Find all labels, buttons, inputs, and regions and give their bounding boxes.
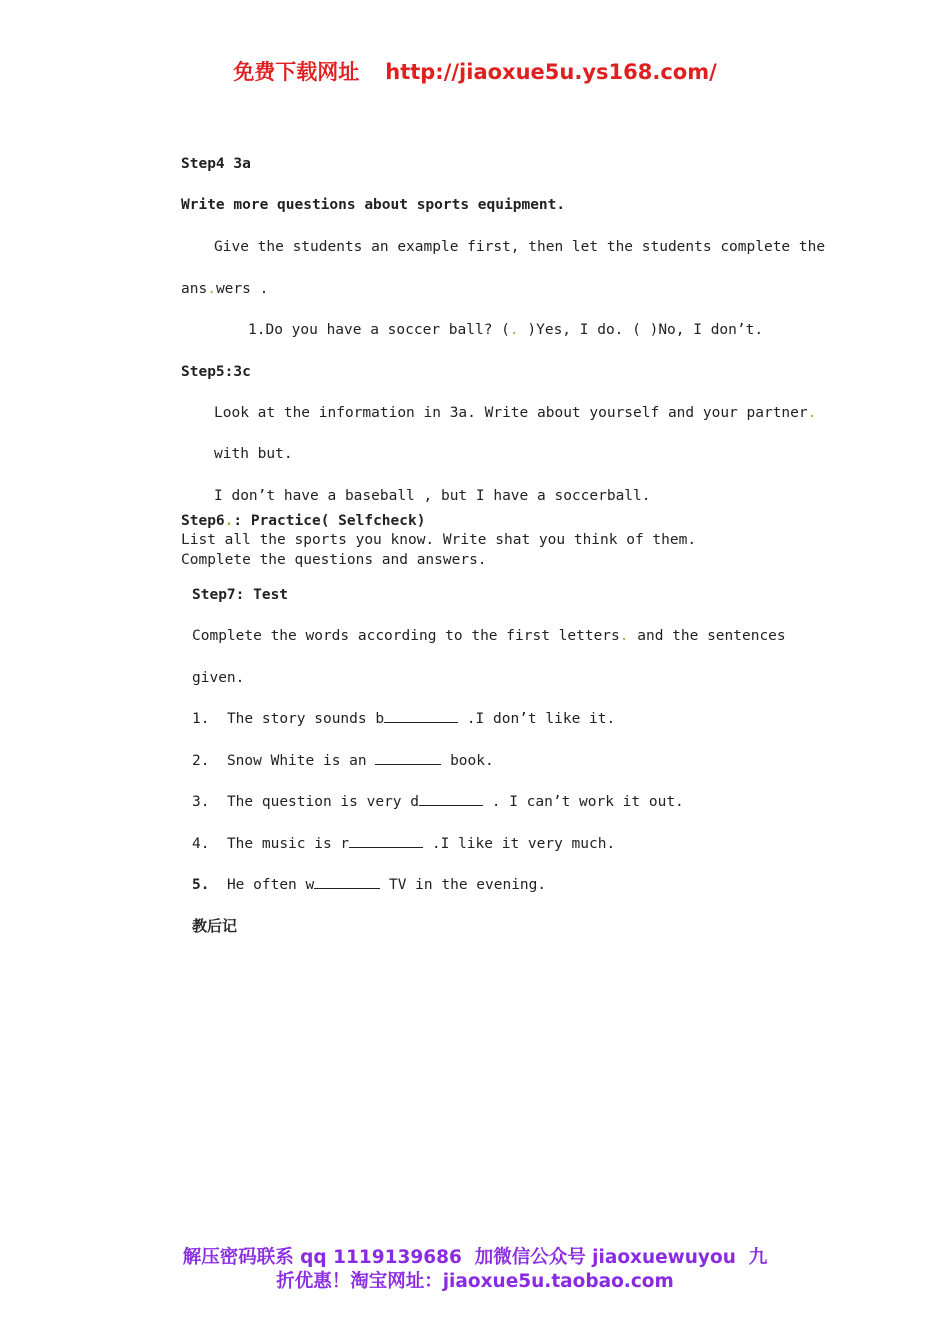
test-item — [192, 710, 615, 728]
step5-line1 — [214, 404, 816, 422]
step4-instruction-part-a: ans — [181, 281, 208, 297]
step7-heading: Step7: Test — [192, 587, 289, 603]
step6-line2: Complete the questions and answers. — [181, 552, 487, 568]
stray-dot-icon: . — [224, 513, 234, 529]
test-item-number: 3. — [192, 794, 210, 810]
step4-heading: Step4 3a — [181, 156, 251, 172]
test-item-text-after: .I like it very much. — [423, 836, 616, 852]
answer-blank[interactable] — [375, 752, 441, 765]
step4-example-part-a: 1.Do you have a soccer ball? ( — [248, 322, 510, 338]
answer-blank[interactable] — [419, 793, 483, 806]
header-url-link[interactable]: http://jiaoxue5u.ys168.com/ — [385, 60, 717, 84]
step6-heading-part-b: : Practice( Selfcheck) — [233, 513, 426, 529]
step4-task: Write more questions about sports equipment. — [181, 197, 566, 213]
step7-instruction-line1 — [192, 627, 786, 645]
test-item-text-after: .I don’t like it. — [458, 711, 616, 727]
stray-dot-icon: . — [619, 628, 629, 644]
step4-instruction-part-b: wers . — [215, 281, 269, 297]
stray-dot-icon: . — [207, 281, 216, 297]
step4-example — [248, 321, 763, 339]
step4-instruction-line1: Give the students an example first, then let the students complete the — [214, 239, 826, 255]
step5-heading: Step5:3c — [181, 364, 251, 380]
test-item-number: 1. — [192, 711, 210, 727]
header-banner — [0, 56, 950, 86]
test-item — [192, 876, 546, 894]
test-item-text-after: TV in the evening. — [380, 877, 547, 893]
test-item-text-after: book. — [441, 753, 494, 769]
step4-instruction-line2 — [181, 280, 268, 298]
test-item-text-after: . I can’t work it out. — [483, 794, 684, 810]
test-item — [192, 793, 684, 811]
step7-instruction-part-a: Complete the words according to the first letters — [192, 628, 620, 644]
stray-dot-icon: . — [509, 322, 528, 338]
answer-blank[interactable] — [314, 876, 380, 889]
footer-line2: 折优惠！淘宝网址：jiaoxue5u.taobao.com — [276, 1271, 674, 1292]
test-item-text-before: The music is r — [226, 836, 350, 852]
test-item-text-before: The story sounds b — [226, 711, 385, 727]
step6-heading-part-a: Step6 — [181, 513, 225, 529]
test-item-text-before: Snow White is an — [226, 753, 376, 769]
test-item-number: 5. — [192, 877, 210, 893]
postscript-heading: 教后记 — [192, 917, 238, 935]
header-label: 免费下载网址 — [233, 60, 360, 84]
test-item-number: 4. — [192, 836, 210, 852]
test-item — [192, 752, 494, 770]
stray-dot-icon: . — [807, 405, 817, 421]
footer-line1: 解压密码联系 qq 1119139686 加微信公众号 jiaoxuewuyou 九 — [182, 1247, 768, 1268]
step6-heading — [181, 512, 425, 530]
test-item-text-before: He often w — [226, 877, 315, 893]
step6-line1: List all the sports you know. Write shat you think of them. — [181, 532, 697, 548]
step7-instruction-line2: given. — [192, 670, 245, 686]
answer-blank[interactable] — [384, 710, 458, 723]
test-item-text-before: The question is very d — [226, 794, 419, 810]
step7-instruction-part-b: and the sentences — [628, 628, 786, 644]
step4-example-part-b: )Yes, I do. ( )No, I don’t. — [527, 322, 764, 338]
test-item-number: 2. — [192, 753, 210, 769]
step5-line2: with but. — [214, 446, 293, 462]
step5-line1-text: Look at the information in 3a. Write about yourself and your partner — [214, 405, 808, 421]
step5-line3: I don’t have a baseball , but I have a soccerball. — [214, 488, 651, 504]
answer-blank[interactable] — [349, 835, 423, 848]
test-item — [192, 835, 615, 853]
